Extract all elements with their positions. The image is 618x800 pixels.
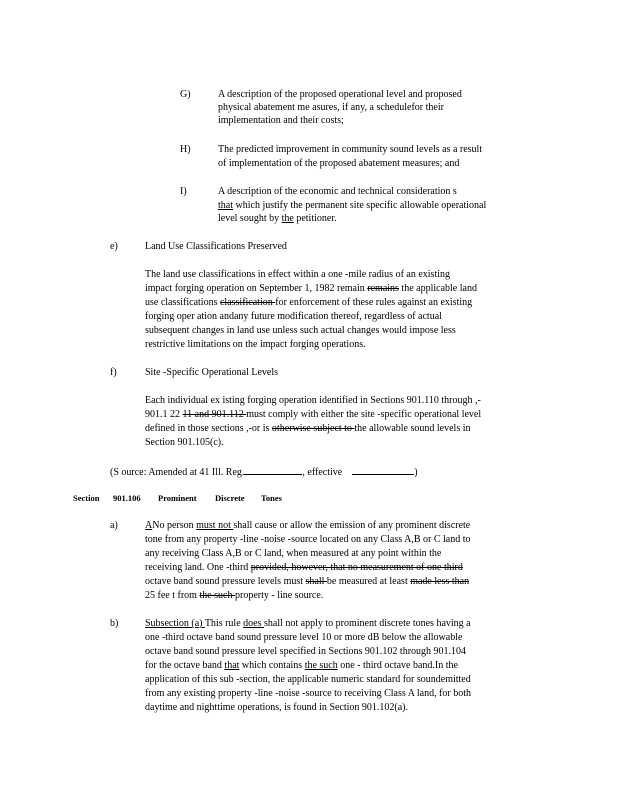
subsection-b-line-7: daytime and nighttime operations, is found in Section 901.102(a). xyxy=(145,702,409,713)
section-title-word-3: Tones xyxy=(261,493,282,503)
subsection-b-line-5: application of this sub -section, the applicable numeric standard for soundemitted xyxy=(145,674,471,685)
subsection-a-line-6: 25 fee t from the such property - line source. xyxy=(145,590,324,601)
section-label: Section xyxy=(73,493,100,503)
inserted-text: the such xyxy=(304,660,338,671)
item-g-line-3: implementation and their costs; xyxy=(218,115,344,126)
inserted-text: that xyxy=(218,200,233,211)
subsection-b-line-6: from any existing property -line -noise -source to receiving Class A land, for both xyxy=(145,688,472,699)
item-g-label: G) xyxy=(180,89,191,100)
subsection-b-label: b) xyxy=(110,618,119,629)
inserted-text: the xyxy=(281,213,294,224)
item-g-line-2: physical abatement me asures, if any, a schedulefor their xyxy=(218,102,444,113)
item-g-line-1: A description of the proposed operational level and proposed xyxy=(218,89,462,100)
item-h-line-1: The predicted improvement in community sound levels as a result xyxy=(218,144,483,155)
deleted-text: classification xyxy=(219,297,276,308)
subsection-f-line-3: defined in those sections ,-or is otherwise subject to the allowable sound levels in xyxy=(145,423,471,434)
item-i-label: I) xyxy=(180,186,187,197)
deleted-text: otherwise subject to xyxy=(271,423,355,434)
subsection-f-line-2: 901.1 22 11 and 901.112 must comply with either the site -specific operational level xyxy=(145,409,482,420)
inserted-text: must not xyxy=(196,520,234,531)
subsection-e-line-6: restrictive limitations on the impact forging operations. xyxy=(145,339,366,350)
deleted-text: shall xyxy=(305,576,327,587)
subsection-b-line-2: one -third octave band sound pressure level 10 or more dB below the allowable xyxy=(145,632,463,643)
deleted-text: provided, however, that no measurement of one third xyxy=(250,562,463,573)
item-i-line-1: A description of the economic and technical consideration s xyxy=(218,186,457,197)
subsection-b-line-3: octave band sound pressure level specified in Sections 901.102 through 901.104 xyxy=(145,646,467,657)
deleted-text: remains xyxy=(367,283,399,294)
subsection-a-line-2: tone from any property -line -noise -source located on any Class A,B or C land to xyxy=(145,534,471,545)
subsection-a-line-5: octave band sound pressure levels must shall be measured at least made less than xyxy=(145,576,470,587)
subsection-e-line-4: forging oper ation andany future modification thereof, regardless of actual xyxy=(145,311,442,322)
blank-register-page xyxy=(244,464,302,475)
subsection-e-line-3: use classifications classification for enforcement of these rules against an existing xyxy=(145,297,473,308)
inserted-text: A xyxy=(145,520,153,531)
subsection-f-line-4: Section 901.105(c). xyxy=(145,437,224,448)
subsection-b-line-4: for the octave band that which contains the such one - third octave band.In the xyxy=(145,660,458,671)
deleted-text: the such xyxy=(199,590,235,601)
blank-effective-date xyxy=(352,464,414,475)
subsection-e-line-2: impact forging operation on September 1, 1982 remain remains the applicable land xyxy=(145,283,477,294)
subsection-f-heading: Site -Specific Operational Levels xyxy=(145,367,279,378)
deleted-text: made less than xyxy=(410,576,470,587)
subsection-e-line-1: The land use classifications in effect within a one -mile radius of an existing xyxy=(145,269,451,280)
subsection-a-line-3: any receiving Class A,B or C land, when measured at any point within the xyxy=(145,548,442,559)
subsection-b-line-1: Subsection (a) This rule does shall not apply to prominent discrete tones having a xyxy=(145,618,471,629)
subsection-f-line-1: Each individual ex isting forging operation identified in Sections 901.110 through ,- xyxy=(145,395,481,406)
subsection-f-label: f) xyxy=(110,367,117,378)
subsection-e-label: e) xyxy=(110,241,118,252)
inserted-text: Subsection (a) xyxy=(145,618,205,629)
deleted-text: 11 and 901.112 xyxy=(182,409,247,420)
subsection-a-line-1: ANo person must not shall cause or allow the emission of any prominent discrete xyxy=(145,520,471,531)
item-i-line-3: level sought by the petitioner. xyxy=(218,213,337,224)
section-title-word-1: Prominent xyxy=(158,493,197,503)
section-title-word-2: Discrete xyxy=(215,493,245,503)
item-h-label: H) xyxy=(180,144,191,155)
item-i-line-2: that which justify the permanent site specific allowable operational xyxy=(218,200,487,211)
source-note: (S ource: Amended at 41 Ill. Reg. , effective ) xyxy=(110,464,418,479)
subsection-a-label: a) xyxy=(110,520,118,531)
subsection-a-line-4: receiving land. One -third provided, however, that no measurement of one third xyxy=(145,562,463,573)
subsection-e-line-5: subsequent changes in land use unless such actual changes would impose less xyxy=(145,325,456,336)
inserted-text: does xyxy=(243,618,264,629)
item-h-line-2: of implementation of the proposed abatement measures; and xyxy=(218,158,460,169)
subsection-e-heading: Land Use Classifications Preserved xyxy=(145,241,287,252)
section-number: 901.106 xyxy=(113,493,141,503)
inserted-text: that xyxy=(224,660,240,671)
